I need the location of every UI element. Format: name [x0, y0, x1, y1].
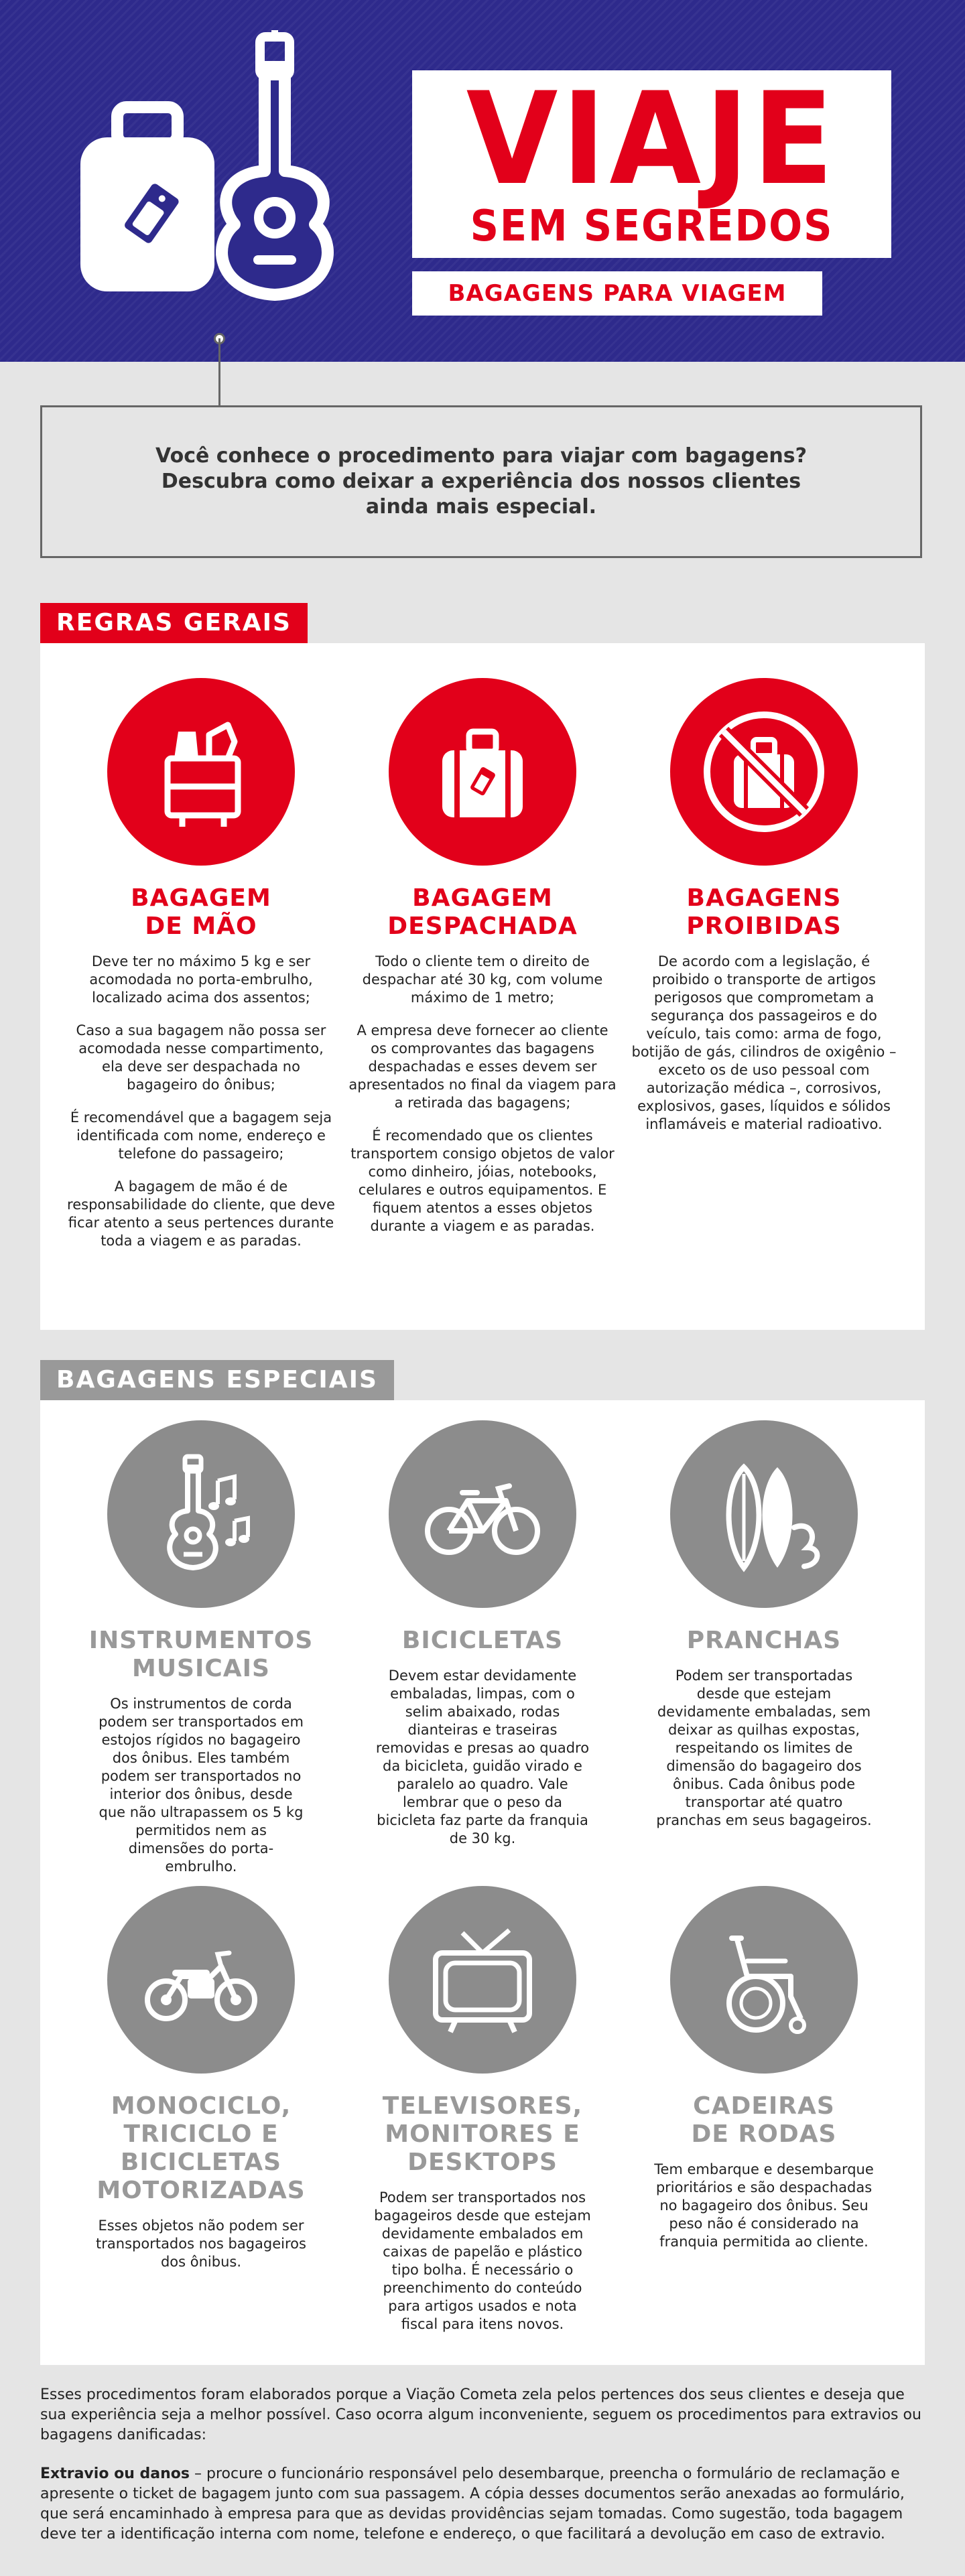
- special-text: Devem estar devidamente embaladas, limpas, com o selim abaixado, rodas dianteiras e traseiras removidas e presas ao quadro da bicicleta, guidão virado e paralelo ao quadro. Vale lembrar que o peso da bicicleta faz parte da franquia de 30 kg.: [375, 1668, 590, 1846]
- special-text: Os instrumentos de corda podem ser transportados em estojos rígidos no bagageiro dos ônibus. Eles também podem ser transportados no interior dos ônibus, desde que não ultrapassem os 5 kg permitidos nem as dimensões do porta-embrulho.: [99, 1696, 304, 1875]
- footer-intro: Esses procedimentos foram elaborados porque a Viação Cometa zela pelos pertences dos seus clientes e deseja que sua experiência seja a melhor possível. Caso ocorra algum inconveniente, seguem os procedimentos para extravios ou bagagens danificadas:: [40, 2386, 921, 2443]
- intro-text: Você conhece o procedimento para viajar com bagagens? Descubra como deixar a experiência dos nossos clientes ainda mais especial.: [155, 444, 807, 519]
- rule-title: BAGAGENS PROIBIDAS: [686, 884, 842, 940]
- special-title: INSTRUMENTOS MUSICAIS: [88, 1627, 314, 1682]
- special-item-surfboards: [630, 1420, 898, 1830]
- special-item-bicycles: [348, 1420, 617, 1848]
- guitar-music-icon: [107, 1420, 295, 1608]
- rule-prohibited-luggage: [630, 678, 898, 1148]
- special-text: Esses objetos não podem ser transportados nos bagageiros dos ônibus.: [96, 2218, 306, 2270]
- intro-box: [40, 405, 922, 558]
- rule-paragraph: É recomendado que os clientes transportem consigo objetos de valor como dinheiro, jóias, notebooks, celulares e outros equipamentos. E fiquem atentos a esses objetos durante a viagem e as paradas.: [350, 1128, 615, 1234]
- wheelchair-icon: [670, 1886, 858, 2074]
- section-label-general-rules: REGRAS GERAIS: [40, 603, 308, 643]
- title-box: [412, 65, 891, 258]
- rule-title: BAGAGEM DESPACHADA: [387, 884, 578, 940]
- special-item-instruments: [67, 1420, 335, 1876]
- footer-notes: [40, 2385, 925, 2563]
- special-title: MONOCICLO, TRICICLO E BICICLETAS MOTORIZADAS: [96, 2092, 306, 2204]
- page-subtitle: BAGAGENS PARA VIAGEM: [412, 271, 822, 316]
- special-text: Podem ser transportados nos bagageiros desde que estejam devidamente embalados em caixas de papelão e plástico tipo bolha. É necessário o preenchimento do conteúdo para artigos usados e nota fiscal para itens novos.: [374, 2189, 591, 2332]
- rule-paragraph: A empresa deve fornecer ao cliente os comprovantes das bagagens despachadas e esses devem ser apresentados no final da viagem para a retirada das bagagens;: [348, 1022, 617, 1111]
- special-title: BICICLETAS: [401, 1627, 564, 1654]
- special-title: PRANCHAS: [686, 1627, 842, 1654]
- special-luggage-panel: [40, 1400, 925, 2365]
- rule-paragraph: A bagagem de mão é de responsabilidade do cliente, que deve ficar atento a seus pertences durante toda a viagem e as paradas.: [67, 1178, 335, 1249]
- suitcase-icon: [389, 678, 576, 866]
- special-title: TELEVISORES, MONITORES E DESKTOPS: [382, 2092, 583, 2176]
- rule-paragraph: De acordo com a legislação, é proibido o transporte de artigos perigosos que comprometam a segurança dos passageiros e do veículo, tais como: arma de fogo, botijão de gás, cilindros de oxigênio – exceto os de uso pessoal com autorização médica –, corrosivos, explosivos, gases, líquidos e sólidos inflamáveis e material radioativo.: [631, 953, 897, 1132]
- rule-hand-luggage: [67, 678, 335, 1265]
- surfboard-icon: [670, 1420, 858, 1608]
- general-rules-panel: [40, 643, 925, 1330]
- page-title-line2: SEM SEGREDOS: [470, 202, 834, 251]
- footer-bold-label: Extravio ou danos: [40, 2465, 190, 2482]
- special-item-wheelchairs: [630, 1886, 898, 2251]
- footer-bold-text: – procure o funcionário responsável pelo desembarque, preencha o formulário de reclamação e apresente o ticket de bagagem junto com sua passagem. A cópia desses documentos serão anexadas ao formulário, que será encaminhado à empresa para que as devidas providências sejam tomadas. Como sugestão, toda bagagem deve ter a identificação interna com nome, telefone e endereço, o que facilitará a devolução em caso de extravio.: [40, 2465, 905, 2543]
- hand-bag-icon: [107, 678, 295, 866]
- header-banner: [0, 0, 965, 362]
- special-title: CADEIRAS DE RODAS: [691, 2092, 837, 2148]
- prohibited-suitcase-icon: [670, 678, 858, 866]
- rule-paragraph: Deve ter no máximo 5 kg e ser acomodada no porta-embrulho, localizado acima dos assentos;: [89, 953, 313, 1006]
- connector-line: [218, 338, 220, 405]
- motorcycle-icon: [107, 1886, 295, 2074]
- footer-lost-damaged: [40, 2464, 925, 2545]
- rule-title: BAGAGEM DE MÃO: [131, 884, 271, 940]
- rule-paragraph: É recomendável que a bagagem seja identificada com nome, endereço e telefone do passageiro;: [70, 1109, 332, 1162]
- bicycle-icon: [389, 1420, 576, 1608]
- television-icon: [389, 1886, 576, 2074]
- special-item-motorized: [67, 1886, 335, 2271]
- special-text: Tem embarque e desembarque prioritários e são despachadas no bagageiro dos ônibus. Seu peso não é considerado na franquia permitida ao cliente.: [654, 2161, 874, 2250]
- special-item-televisions: [348, 1886, 617, 2333]
- page-title: VIAJE: [466, 65, 838, 213]
- rule-checked-luggage: [348, 678, 617, 1250]
- luggage-guitar-icon: [74, 30, 369, 318]
- rule-paragraph: Todo o cliente tem o direito de despachar até 30 kg, com volume máximo de 1 metro;: [362, 953, 603, 1006]
- rule-paragraph: Caso a sua bagagem não possa ser acomodada nesse compartimento, ela deve ser despachada no bagageiro do ônibus;: [76, 1022, 326, 1093]
- special-text: Podem ser transportadas desde que estejam devidamente embaladas, sem deixar as quilhas expostas, respeitando os limites de dimensão do bagageiro dos ônibus. Cada ônibus pode transportar até quatro pranchas em seus bagageiros.: [656, 1668, 872, 1828]
- section-label-special-luggage: BAGAGENS ESPECIAIS: [40, 1360, 394, 1400]
